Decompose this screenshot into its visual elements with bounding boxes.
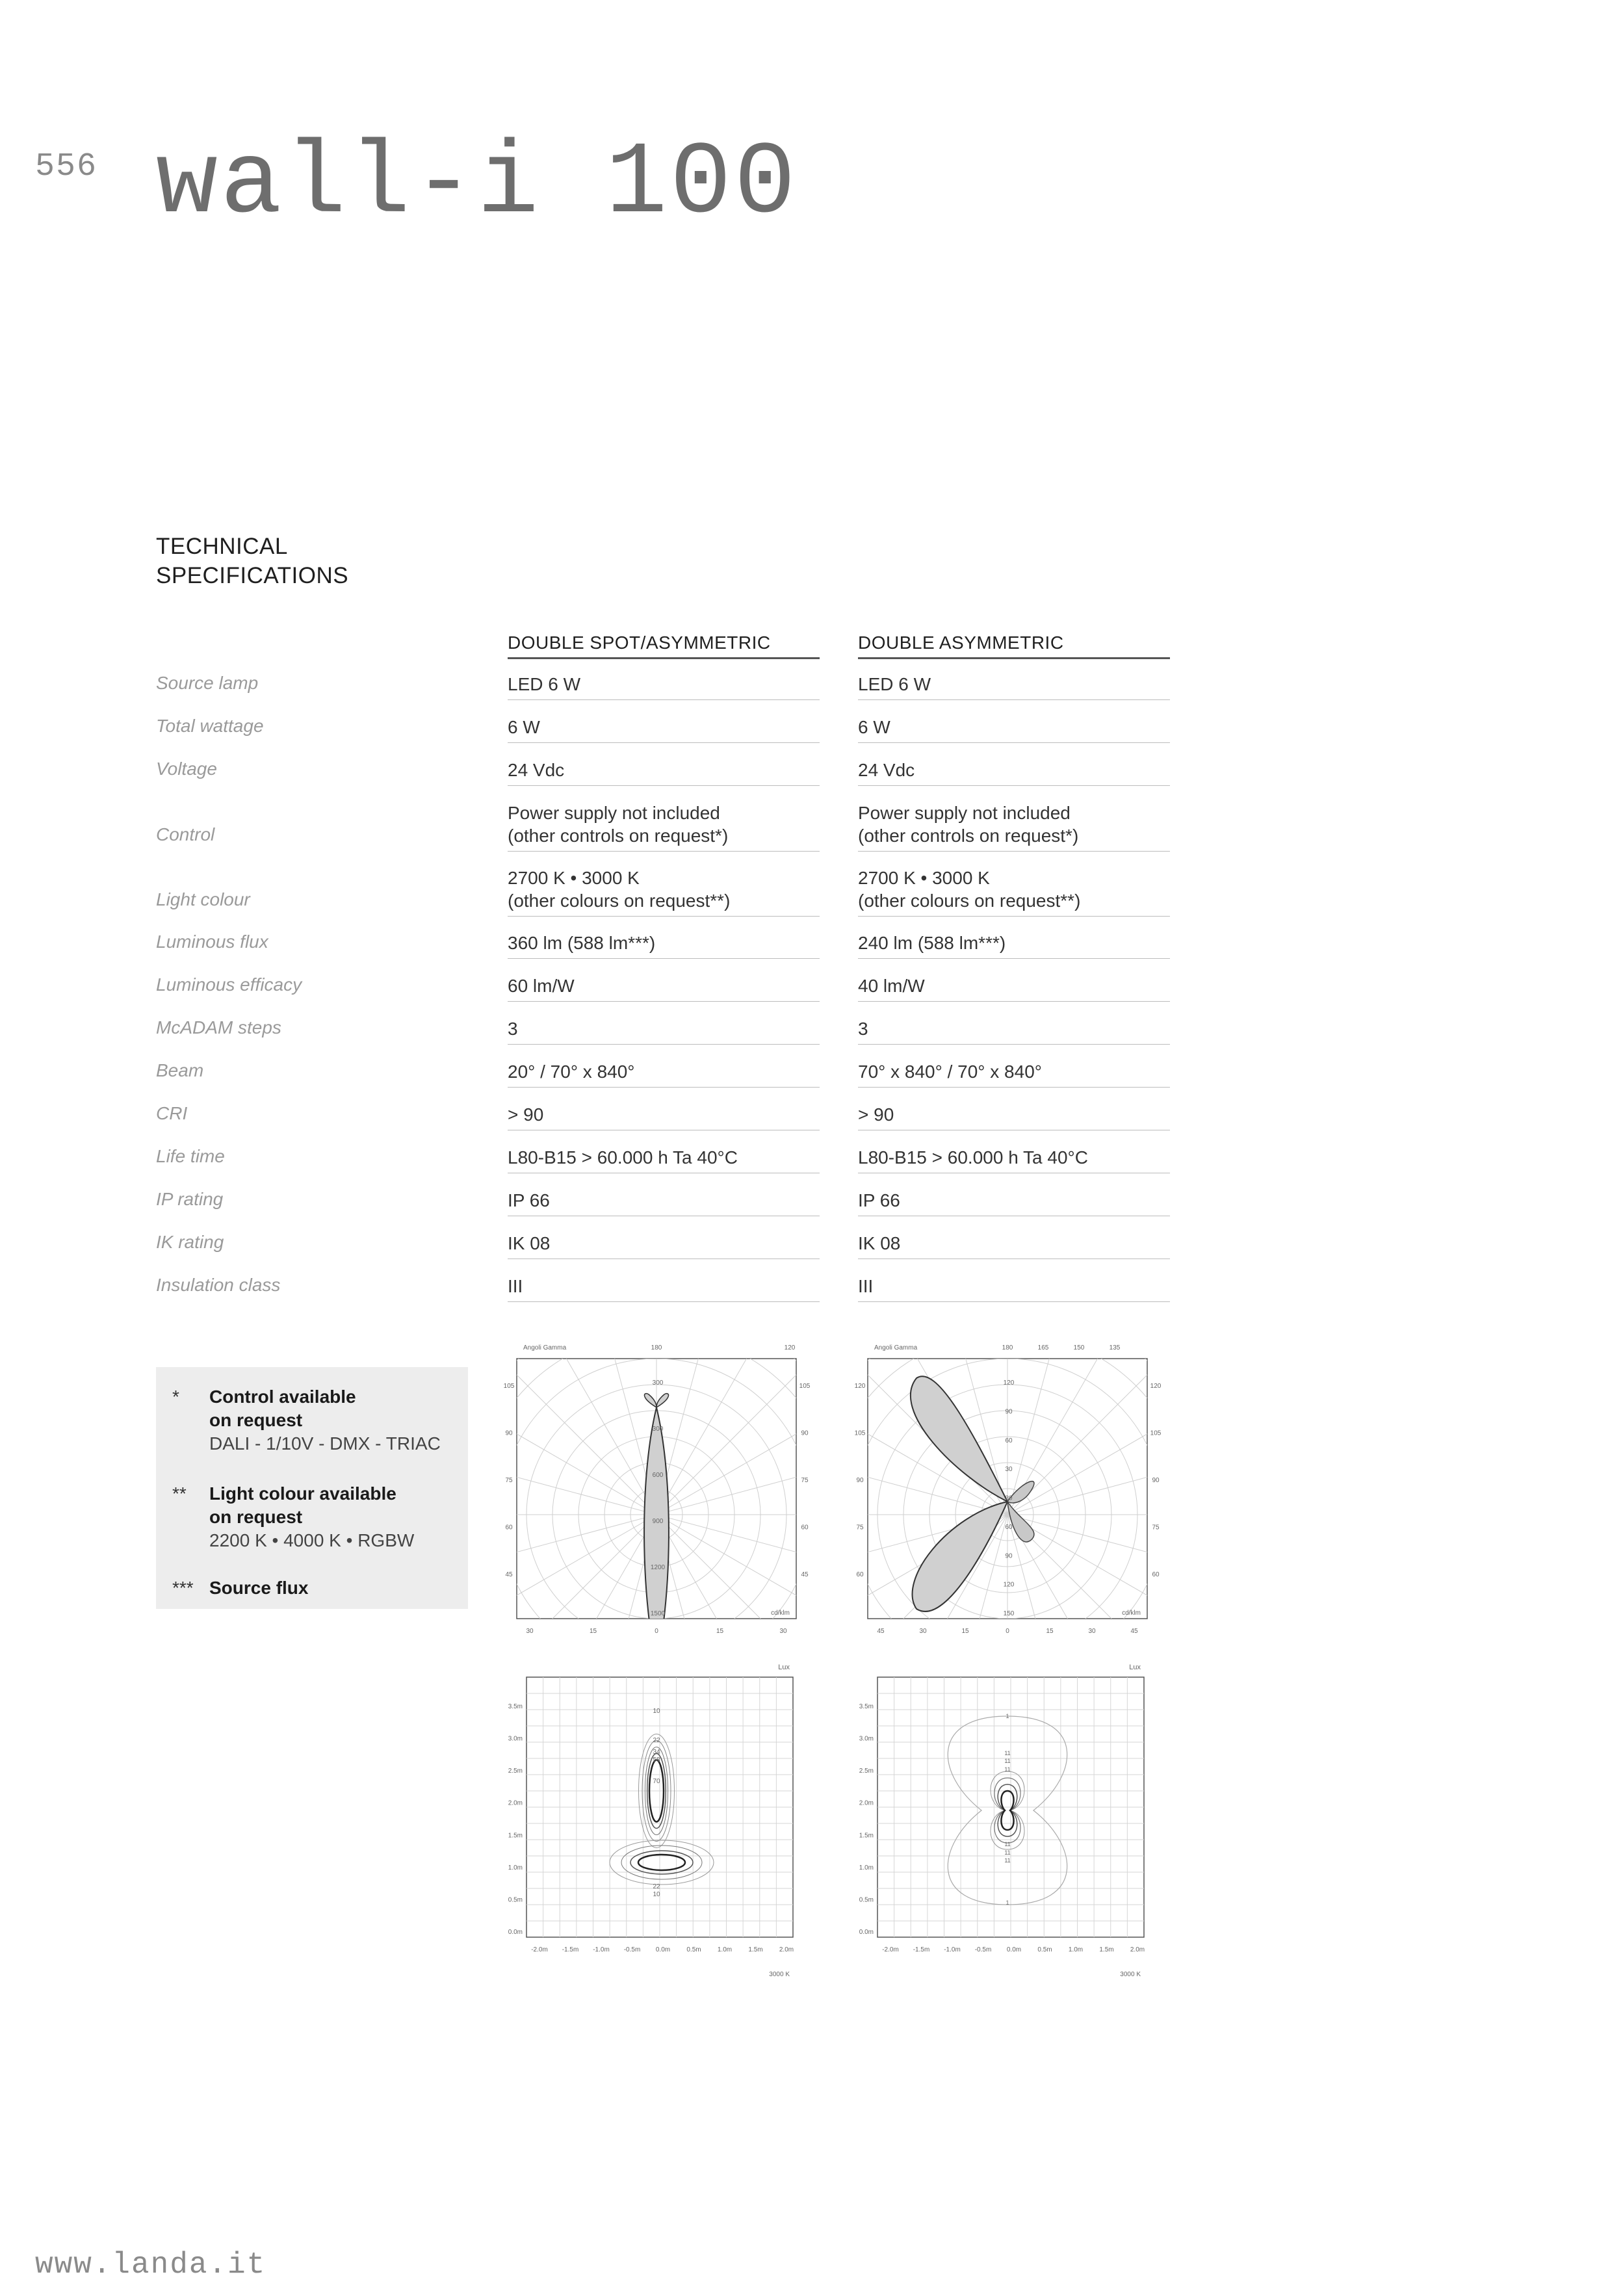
radial-value-label: 60 bbox=[1005, 1437, 1013, 1444]
y-tick-label: 3.0m bbox=[859, 1735, 874, 1743]
y-tick-label: 0.5m bbox=[508, 1896, 523, 1904]
angle-header-label: 135 bbox=[1109, 1344, 1121, 1351]
angle-tick-label: 45 bbox=[505, 1571, 513, 1578]
spec-value: L80-B15 > 60.000 h Ta 40°C bbox=[508, 1147, 738, 1168]
y-tick-label: 2.0m bbox=[508, 1799, 523, 1807]
angle-header-label: 120 bbox=[784, 1344, 796, 1351]
spec-value: 240 lm (588 lm***) bbox=[858, 933, 1006, 953]
spec-cell bbox=[858, 1232, 1170, 1259]
spec-value: IP 66 bbox=[508, 1190, 550, 1210]
radial-value-label: 30 bbox=[1005, 1494, 1013, 1502]
contour-label: 11 bbox=[1004, 1857, 1011, 1864]
x-tick-label: 0.0m bbox=[1006, 1946, 1022, 1953]
angle-tick-label: 75 bbox=[801, 1477, 809, 1484]
x-tick-label: 1.5m bbox=[748, 1946, 763, 1953]
footnote-title: Source flux bbox=[209, 1578, 309, 1598]
spec-cell bbox=[508, 802, 820, 852]
angle-tick-label: 75 bbox=[1152, 1524, 1160, 1532]
spec-value: (other controls on request*) bbox=[858, 826, 1079, 846]
product-title: wall-i 100 bbox=[156, 126, 799, 242]
radial-value-label: 60 bbox=[1005, 1523, 1013, 1531]
bottom-angle-label: 30 bbox=[1088, 1628, 1096, 1635]
spec-value: 70° x 840° / 70° x 840° bbox=[858, 1062, 1042, 1082]
footer-url: www.landa.it bbox=[35, 2248, 266, 2282]
row-label: Luminous efficacy bbox=[156, 974, 302, 995]
angle-tick-label: 105 bbox=[503, 1383, 515, 1390]
angle-header-label: 180 bbox=[1002, 1344, 1013, 1351]
bottom-angle-label: 45 bbox=[877, 1628, 885, 1635]
spec-value: > 90 bbox=[508, 1104, 544, 1125]
page-number: 556 bbox=[35, 148, 98, 185]
contour-label: 22 bbox=[653, 1737, 660, 1744]
spec-cell bbox=[858, 1189, 1170, 1216]
section-title-line: TECHNICAL bbox=[156, 534, 288, 559]
y-tick-label: 1.0m bbox=[508, 1864, 523, 1872]
angle-tick-label: 105 bbox=[854, 1429, 866, 1437]
spec-cell bbox=[858, 759, 1170, 786]
spec-cell bbox=[508, 932, 820, 959]
spec-cell bbox=[858, 974, 1170, 1002]
row-label: CRI bbox=[156, 1103, 188, 1123]
section-title bbox=[156, 532, 348, 590]
illuminance-contour bbox=[991, 1771, 1024, 1849]
spec-cell bbox=[858, 867, 1170, 917]
angle-tick-label: 90 bbox=[801, 1429, 809, 1437]
unit-label: Lux bbox=[778, 1663, 790, 1671]
spec-cell bbox=[858, 1017, 1170, 1045]
bottom-angle-label: 30 bbox=[526, 1628, 534, 1635]
bottom-angle-label: 45 bbox=[1130, 1628, 1138, 1635]
x-tick-label: -1.5m bbox=[913, 1946, 930, 1953]
spec-value: 360 lm (588 lm***) bbox=[508, 933, 656, 953]
spec-cell bbox=[858, 1060, 1170, 1088]
spec-cell bbox=[858, 932, 1170, 959]
spec-value: 24 Vdc bbox=[858, 760, 915, 780]
row-label: Control bbox=[156, 824, 215, 844]
spec-cell bbox=[508, 1060, 820, 1088]
angle-header-label: Angoli Gamma bbox=[523, 1344, 567, 1351]
spec-cell bbox=[858, 673, 1170, 700]
bottom-angle-label: 15 bbox=[589, 1628, 597, 1635]
angle-tick-label: 60 bbox=[856, 1571, 864, 1578]
spec-value: 24 Vdc bbox=[508, 760, 565, 780]
illuminance-contour bbox=[998, 1784, 1017, 1836]
x-tick-label: 0.0m bbox=[655, 1946, 671, 1953]
bottom-angle-label: 30 bbox=[919, 1628, 927, 1635]
spec-cell bbox=[508, 1103, 820, 1130]
contour-label: 10 bbox=[653, 1891, 660, 1898]
footnote-mark: ** bbox=[172, 1483, 187, 1504]
x-tick-label: -1.0m bbox=[944, 1946, 961, 1953]
footnote-mark: *** bbox=[172, 1578, 194, 1598]
row-label: Luminous flux bbox=[156, 932, 268, 952]
radial-value-label: 600 bbox=[652, 1472, 664, 1479]
radial-value-label: 90 bbox=[1005, 1552, 1013, 1560]
row-label: Beam bbox=[156, 1060, 204, 1080]
column-header-double-asymmetric: DOUBLE ASYMMETRIC bbox=[858, 633, 1170, 659]
footnote-text: 2200 K • 4000 K • RGBW bbox=[209, 1530, 415, 1550]
spec-cell bbox=[858, 1103, 1170, 1130]
footnote-mark: * bbox=[172, 1387, 179, 1407]
x-tick-label: -2.0m bbox=[882, 1946, 899, 1953]
y-tick-label: 3.5m bbox=[859, 1703, 874, 1710]
polar-chart-double-asymmetric bbox=[851, 1333, 1163, 1641]
y-tick-label: 0.5m bbox=[859, 1896, 874, 1904]
illuminance-contour bbox=[948, 1716, 1067, 1905]
x-tick-label: 2.0m bbox=[1130, 1946, 1145, 1953]
unit-label: cd/klm bbox=[771, 1610, 790, 1617]
y-tick-label: 0.0m bbox=[859, 1929, 874, 1936]
spec-value: 20° / 70° x 840° bbox=[508, 1062, 635, 1082]
angle-tick-label: 75 bbox=[856, 1524, 864, 1532]
spec-cell bbox=[858, 1275, 1170, 1302]
contour-label: 70 bbox=[653, 1778, 660, 1785]
spec-value: LED 6 W bbox=[508, 674, 581, 694]
row-label: Source lamp bbox=[156, 673, 259, 693]
angle-tick-label: 90 bbox=[505, 1429, 513, 1437]
spec-cell bbox=[508, 1232, 820, 1259]
x-tick-label: -2.0m bbox=[531, 1946, 548, 1953]
row-label: Insulation class bbox=[156, 1275, 281, 1295]
angle-tick-label: 105 bbox=[799, 1383, 811, 1390]
unit-label: cd/klm bbox=[1122, 1610, 1141, 1617]
row-label: Voltage bbox=[156, 759, 217, 779]
angle-tick-label: 60 bbox=[1152, 1571, 1160, 1578]
radial-value-label: 150 bbox=[1003, 1610, 1015, 1617]
radial-value-label: 120 bbox=[1003, 1581, 1015, 1589]
spec-value: > 90 bbox=[858, 1104, 894, 1125]
radial-value-label: 1200 bbox=[650, 1564, 666, 1571]
row-label: Life time bbox=[156, 1146, 225, 1166]
y-tick-label: 1.5m bbox=[508, 1832, 523, 1840]
y-tick-label: 3.5m bbox=[508, 1703, 523, 1710]
radial-value-label: 900 bbox=[652, 1518, 664, 1525]
radial-value-label: 120 bbox=[1003, 1379, 1015, 1387]
bottom-angle-label: 15 bbox=[1046, 1628, 1054, 1635]
y-tick-label: 3.0m bbox=[508, 1735, 523, 1743]
row-label: McADAM steps bbox=[156, 1017, 281, 1037]
spec-value: 60 lm/W bbox=[508, 976, 575, 996]
x-tick-label: -0.5m bbox=[623, 1946, 641, 1953]
colour-temperature-caption: 3000 K bbox=[769, 1971, 790, 1978]
spec-cell bbox=[858, 802, 1170, 852]
contour-label: 34 bbox=[653, 1749, 660, 1756]
spec-value: 2700 K • 3000 K bbox=[858, 868, 990, 888]
illuminance-contour bbox=[1001, 1791, 1013, 1830]
unit-label: Lux bbox=[1129, 1663, 1141, 1671]
spec-cell bbox=[508, 1275, 820, 1302]
spec-value: IK 08 bbox=[858, 1233, 901, 1253]
illuminance-contour bbox=[638, 1855, 685, 1870]
row-label: IK rating bbox=[156, 1232, 224, 1252]
spec-cell bbox=[508, 867, 820, 917]
spec-cell bbox=[508, 1189, 820, 1216]
spec-cell bbox=[508, 759, 820, 786]
row-label: Light colour bbox=[156, 889, 250, 909]
section-title-line: SPECIFICATIONS bbox=[156, 563, 349, 588]
angle-tick-label: 60 bbox=[505, 1524, 513, 1532]
y-tick-label: 2.5m bbox=[508, 1768, 523, 1775]
spec-value: 6 W bbox=[858, 717, 890, 737]
contour-label: 1 bbox=[1006, 1713, 1009, 1719]
column-header-double-spot: DOUBLE SPOT/ASYMMETRIC bbox=[508, 633, 820, 659]
polar-chart-double-spot bbox=[500, 1333, 812, 1641]
spec-value: IP 66 bbox=[858, 1190, 900, 1210]
angle-tick-label: 90 bbox=[1152, 1477, 1160, 1484]
spec-value: III bbox=[858, 1276, 874, 1296]
contour-label: 11 bbox=[1004, 1766, 1011, 1773]
angle-header-label: Angoli Gamma bbox=[874, 1344, 918, 1351]
spec-cell bbox=[508, 673, 820, 700]
light-distribution-curve bbox=[913, 1502, 1007, 1611]
spec-value: (other colours on request**) bbox=[858, 891, 1081, 911]
contour-label: 1 bbox=[1006, 1899, 1009, 1906]
row-label: Total wattage bbox=[156, 716, 264, 736]
x-tick-label: 1.5m bbox=[1099, 1946, 1114, 1953]
spec-value: L80-B15 > 60.000 h Ta 40°C bbox=[858, 1147, 1088, 1168]
x-tick-label: -1.5m bbox=[562, 1946, 579, 1953]
row-label: IP rating bbox=[156, 1189, 224, 1209]
y-tick-label: 0.0m bbox=[508, 1929, 523, 1936]
angle-tick-label: 120 bbox=[854, 1383, 866, 1390]
spec-cell bbox=[508, 974, 820, 1002]
spec-value: (other controls on request*) bbox=[508, 826, 729, 846]
colour-temperature-caption: 3000 K bbox=[1120, 1971, 1141, 1978]
contour-label: 10 bbox=[653, 1708, 660, 1715]
bottom-angle-label: 15 bbox=[716, 1628, 724, 1635]
spec-cell bbox=[508, 1146, 820, 1173]
x-tick-label: -1.0m bbox=[593, 1946, 610, 1953]
angle-header-label: 165 bbox=[1037, 1344, 1049, 1351]
angle-tick-label: 105 bbox=[1150, 1429, 1162, 1437]
spec-value: 2700 K • 3000 K bbox=[508, 868, 640, 888]
y-tick-label: 2.0m bbox=[859, 1799, 874, 1807]
contour-label: 11 bbox=[1004, 1750, 1011, 1756]
bottom-angle-label: 0 bbox=[655, 1628, 658, 1635]
angle-header-label: 150 bbox=[1073, 1344, 1085, 1351]
angle-header-label: 180 bbox=[651, 1344, 662, 1351]
contour-label: 11 bbox=[1004, 1841, 1011, 1847]
illuminance-contour bbox=[994, 1778, 1020, 1843]
spec-value: 3 bbox=[858, 1019, 868, 1039]
y-tick-label: 1.5m bbox=[859, 1832, 874, 1840]
footnote-title: on request bbox=[209, 1507, 303, 1527]
footnote-title: Control available bbox=[209, 1387, 356, 1407]
contour-label: 11 bbox=[1004, 1758, 1011, 1764]
y-tick-label: 1.0m bbox=[859, 1864, 874, 1872]
spec-cell bbox=[508, 1017, 820, 1045]
x-tick-label: 0.5m bbox=[1037, 1946, 1052, 1953]
footnote-title: on request bbox=[209, 1410, 303, 1430]
y-tick-label: 2.5m bbox=[859, 1768, 874, 1775]
spec-value: 40 lm/W bbox=[858, 976, 925, 996]
footnote-title: Light colour available bbox=[209, 1483, 396, 1504]
spec-cell bbox=[508, 716, 820, 743]
radial-value-label: 300 bbox=[652, 1379, 664, 1387]
light-distribution-curve bbox=[1007, 1502, 1034, 1542]
x-tick-label: 1.0m bbox=[1068, 1946, 1084, 1953]
angle-tick-label: 90 bbox=[856, 1477, 864, 1484]
x-tick-label: 2.0m bbox=[779, 1946, 794, 1953]
spec-value: IK 08 bbox=[508, 1233, 551, 1253]
footnotes-box bbox=[156, 1367, 468, 1609]
x-tick-label: 1.0m bbox=[717, 1946, 733, 1953]
bottom-angle-label: 30 bbox=[779, 1628, 787, 1635]
lux-chart-double-spot bbox=[500, 1654, 812, 1986]
bottom-angle-label: 15 bbox=[961, 1628, 969, 1635]
spec-value: III bbox=[508, 1276, 523, 1296]
angle-tick-label: 75 bbox=[505, 1477, 513, 1484]
angle-tick-label: 120 bbox=[1150, 1383, 1162, 1390]
radial-value-label: 300 bbox=[652, 1426, 664, 1433]
angle-tick-label: 45 bbox=[801, 1571, 809, 1578]
spec-value: (other colours on request**) bbox=[508, 891, 731, 911]
x-tick-label: -0.5m bbox=[974, 1946, 992, 1953]
radial-value-label: 30 bbox=[1005, 1466, 1013, 1474]
bottom-angle-label: 0 bbox=[1006, 1628, 1009, 1635]
angle-tick-label: 60 bbox=[801, 1524, 809, 1532]
spec-value: 3 bbox=[508, 1019, 518, 1039]
radial-value-label: 1500 bbox=[650, 1610, 666, 1617]
spec-cell bbox=[858, 1146, 1170, 1173]
contour-label: 22 bbox=[653, 1883, 660, 1890]
spec-value: Power supply not included bbox=[858, 803, 1071, 823]
lux-chart-double-asymmetric bbox=[851, 1654, 1163, 1986]
contour-label: 58 bbox=[653, 1756, 660, 1764]
spec-value: LED 6 W bbox=[858, 674, 931, 694]
x-tick-label: 0.5m bbox=[686, 1946, 701, 1953]
spec-value: 6 W bbox=[508, 717, 540, 737]
spec-value: Power supply not included bbox=[508, 803, 720, 823]
illuminance-contour bbox=[610, 1840, 714, 1885]
light-distribution-curve bbox=[911, 1376, 1007, 1502]
contour-label: 11 bbox=[1004, 1849, 1011, 1856]
spec-cell bbox=[858, 716, 1170, 743]
radial-value-label: 90 bbox=[1005, 1408, 1013, 1416]
footnote-text: DALI - 1/10V - DMX - TRIAC bbox=[209, 1433, 441, 1454]
